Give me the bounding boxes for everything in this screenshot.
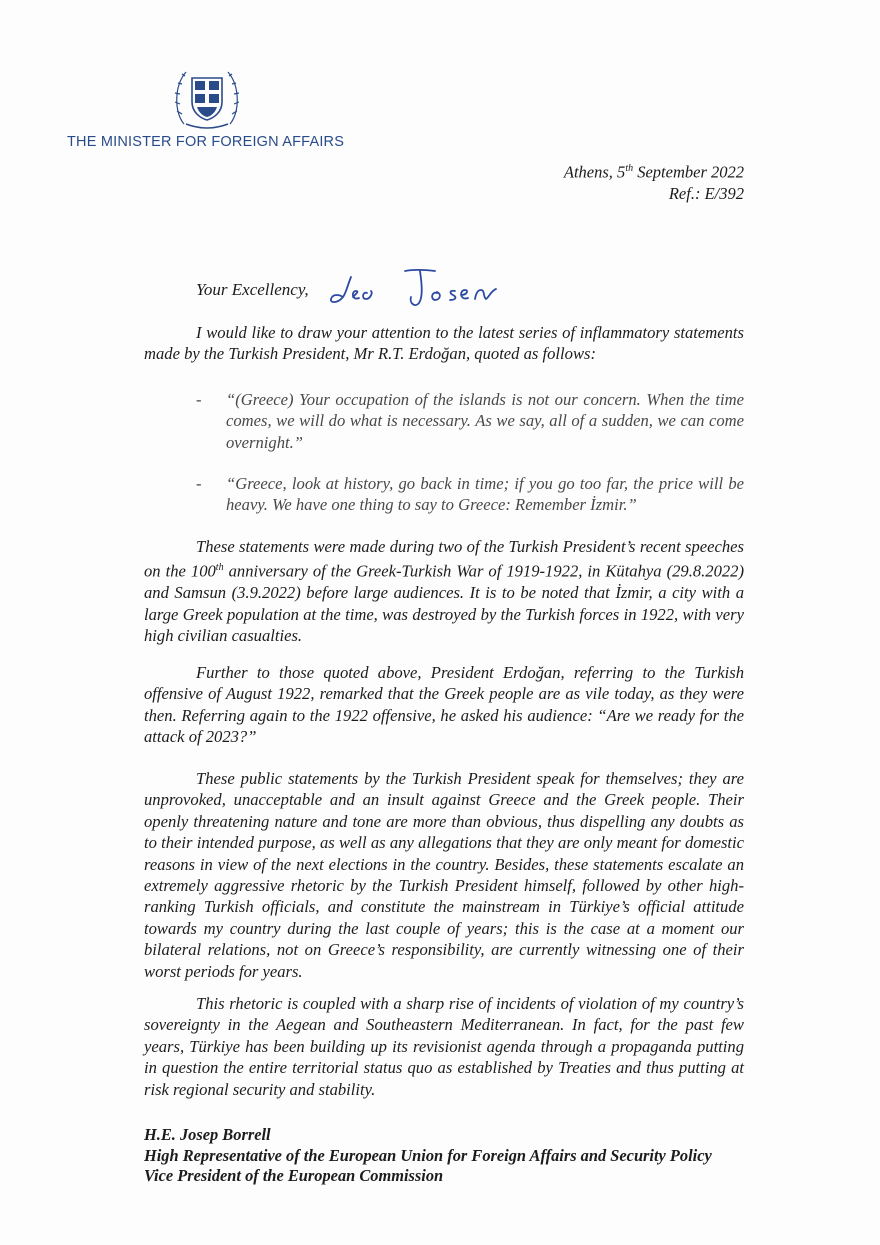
date-line: Athens, 5th September 2022 [563, 162, 744, 182]
quote-item [196, 473, 744, 516]
bullet-dash: - [196, 474, 202, 493]
ministry-title: THE MINISTER FOR FOREIGN AFFAIRS [67, 134, 345, 150]
quote-item [196, 389, 744, 453]
addressee-name: H.E. Josep Borrell [144, 1125, 271, 1144]
addressee-block [144, 1125, 712, 1187]
handwritten-greeting [325, 263, 515, 309]
greek-coat-of-arms-icon [172, 64, 242, 130]
addressee-title: Vice President of the European Commission [144, 1166, 444, 1186]
reference-number: Ref.: E/392 [668, 183, 744, 203]
bullet-dash: - [196, 390, 202, 409]
body-paragraph: Further to those quoted above, President Erdoğan, referring to the Turkish offensive of August 1922, remarked that the Greek people are as vile today, as they were then. Referring again to the 1922 offensive, he asked his audience: “Are we ready for the attack of 2023?” [144, 663, 744, 747]
body-paragraph: These statements were made during two of the Turkish President’s recent speeches on the 100th anniversary of the Greek-Turkish War of 1919-1922, in Kütahya (29.8.2022) and Samsun (3.9.2022) before large audiences. It is to be noted that İzmir, a city with a large Greek population at the time, was destroyed by the Turkish forces in 1922, with very high civilian casualties. [144, 537, 744, 646]
intro-paragraph: I would like to draw your attention to the latest series of inflammatory statements made by the Turkish President, Mr R.T. Erdoğan, quoted as follows: [144, 323, 744, 364]
quote-text: “(Greece) Your occupation of the islands is not our concern. When the time comes, we will do what is necessary. As we say, all of a sudden, we can come overnight.” [226, 390, 744, 452]
date-block [564, 158, 744, 204]
addressee-title: High Representative of the European Union for Foreign Affairs and Security Policy [144, 1145, 712, 1165]
quote-text: “Greece, look at history, go back in time; if you go too far, the price will be heavy. We have one thing to say to Greece: Remember İzmir.” [226, 474, 744, 515]
body-paragraph: This rhetoric is coupled with a sharp rise of incidents of violation of my country’s sovereignty in the Aegean and Southeastern Mediterranean. In fact, for the past few years, Türkiye has been building up its revisionist agenda through a propaganda putting in question the entire territorial status quo as established by Treaties and thus putting at risk regional security and stability. [144, 994, 744, 1099]
body-paragraph: These public statements by the Turkish President speak for themselves; they are unprovoked, unacceptable and an insult against Greece and the Greek people. Their openly threatening nature and tone are more than obvious, thus dispelling any doubts as to their intended purpose, as well as any allegations that they are only meant for domestic reasons in view of the next elections in the country. Besides, these statements escalate an extremely aggressive rhetoric by the Turkish President himself, followed by other high-ranking Turkish officials, and constitute the mainstream in Türkiye’s official attitude towards my country during the last couple of years; this is the case at a moment our bilateral relations, not on Greece’s responsibility, are currently witnessing one of their worst periods for years. [144, 769, 744, 981]
salutation: Your Excellency, [196, 280, 309, 299]
